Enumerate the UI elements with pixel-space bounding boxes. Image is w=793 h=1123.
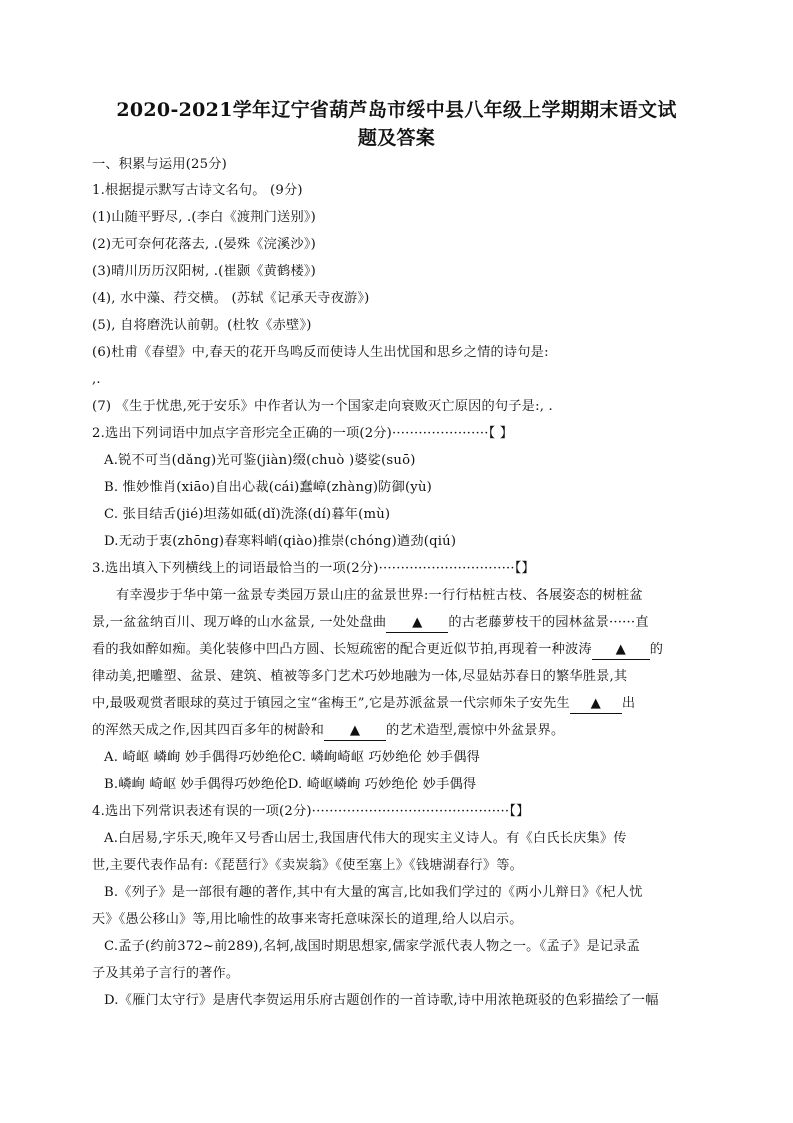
q3-passage-line-2: 景,一盆盆纳百川、现万峰的山水盆景, 一处处盘曲 ▲ 的古老藤萝枝干的园林盆景······直 [92, 614, 704, 633]
q1-item-6: (6)杜甫《春望》中,春天的花开鸟鸣反而使诗人生出忧国和思乡之情的诗句是: [92, 345, 549, 360]
q1-item-5: (5), 自将磨洗认前朝。(杜牧《赤壁》) [92, 318, 312, 333]
q4-option-d-line-1: D.《雁门太守行》是唐代李贺运用乐府古题创作的一首诗歌,诗中用浓艳斑驳的色彩描绘了一幅 [104, 993, 659, 1008]
q1-item-2: (2)无可奈何花落去, .(晏殊《浣溪沙》) [92, 237, 316, 252]
q4-option-c-line-1: C.孟子(约前372~前289),名轲,战国时期思想家,儒家学派代表人物之一。《孟子》是记录孟 [104, 939, 641, 954]
q3-options-line-1: A. 崎岖 嶙峋 妙手偶得巧妙绝伦C. 嶙峋崎岖 巧妙绝伦 妙手偶得 [104, 750, 480, 765]
q1-item-1: (1)山随平野尽, .(李白《渡荆门送别》) [92, 210, 316, 225]
q3-passage-line-1: 有幸漫步于华中第一盆景专类园万景山庄的盆景世界:一行行枯桩古枝、各展姿态的树桩盆 [116, 588, 643, 603]
q1-item-7: (7) 《生于忧患,死于安乐》中作者认为一个国家走向衰败灭亡原因的句子是:, . [92, 399, 553, 414]
q3-passage-line-3: 看的我如醉如痴。美化装修中凹凸方圆、长短疏密的配合更近似节拍,再现着一种波涛 ▲ 的 [92, 641, 704, 660]
q2-stem: 2.选出下列词语中加点字音形完全正确的一项(2分)······················【 】 [92, 426, 514, 441]
q3-stem: 3.选出填入下列横线上的词语最恰当的一项(2分)·······························【】 [92, 561, 535, 576]
q4-option-b-line-1: B.《列子》是一部很有趣的著作,其中有大量的寓言,比如我们学过的《两小儿辩日》《杞人忧 [104, 885, 643, 900]
q2-option-a: A.锐不可当(dǎng)光可鉴(jiàn)缀(chuò )婆娑(suō) [104, 453, 416, 468]
q1-item-4: (4), 水中藻、荇交横。 (苏轼《记承天寺夜游》) [92, 291, 370, 306]
q3-options-line-2: B.嶙峋 崎岖 妙手偶得巧妙绝伦D. 崎岖嶙峋 巧妙绝伦 妙手偶得 [104, 777, 477, 792]
blank-2: ▲ [592, 641, 650, 660]
q2-option-c: C. 张目结舌(jié)坦荡如砥(dǐ)洗涤(dí)暮年(mù) [104, 507, 391, 522]
q1-stem: 1.根据提示默写古诗文名句。 (9分) [92, 183, 303, 198]
q3-passage-line-5: 中,最吸观赏者眼球的莫过于镇园之宝“雀梅王”,它是苏派盆景一代宗师朱子安先生 ▲ 出 [92, 695, 704, 714]
q3-passage-line-4: 律动美,把雕塑、盆景、建筑、植被等多门艺术巧妙地融为一体,尽显姑苏春日的繁华胜景,其 [92, 669, 628, 684]
q4-option-b-line-2: 天》《愚公移山》等,用比喻性的故事来寄托意味深长的道理,给人以启示。 [92, 912, 523, 927]
q4-option-a-line-2: 世,主要代表作品有:《琵琶行》《卖炭翁》《使至塞上》《钱塘湖春行》等。 [92, 858, 524, 873]
q1-item-6-answer: ,. [92, 372, 101, 387]
title-line-2: 题及答案 [357, 127, 436, 149]
q1-item-3: (3)晴川历历汉阳树, .(崔颢《黄鹤楼》) [92, 264, 316, 279]
q2-option-b: B. 惟妙惟肖(xiāo)自出心裁(cái)蠢嶂(zhàng)防御(yù) [104, 480, 432, 495]
q3-passage-line-6: 的浑然天成之作,因其四百多年的树龄和 ▲ 的艺术造型,震惊中外盆景界。 [92, 722, 704, 741]
q4-option-a-line-1: A.白居易,字乐天,晚年又号香山居士,我国唐代伟大的现实主义诗人。有《白氏长庆集》传 [104, 831, 627, 846]
document-title [60, 96, 733, 152]
title-line-1: 2020-2021学年辽宁省葫芦岛市绥中县八年级上学期期末语文试 [116, 99, 677, 121]
q4-option-c-line-2: 子及其弟子言行的著作。 [92, 966, 240, 981]
blank-4: ▲ [324, 722, 386, 741]
blank-1: ▲ [386, 614, 448, 633]
section-heading: 一、积累与运用(25分) [92, 157, 227, 172]
q4-stem: 4.选出下列常识表述有误的一项(2分)·············································【】 [92, 804, 530, 819]
blank-3: ▲ [570, 695, 622, 714]
q2-option-d: D.无动于衷(zhōng)春寒料峭(qiào)推崇(chóng)遒劲(qiú) [104, 534, 457, 549]
